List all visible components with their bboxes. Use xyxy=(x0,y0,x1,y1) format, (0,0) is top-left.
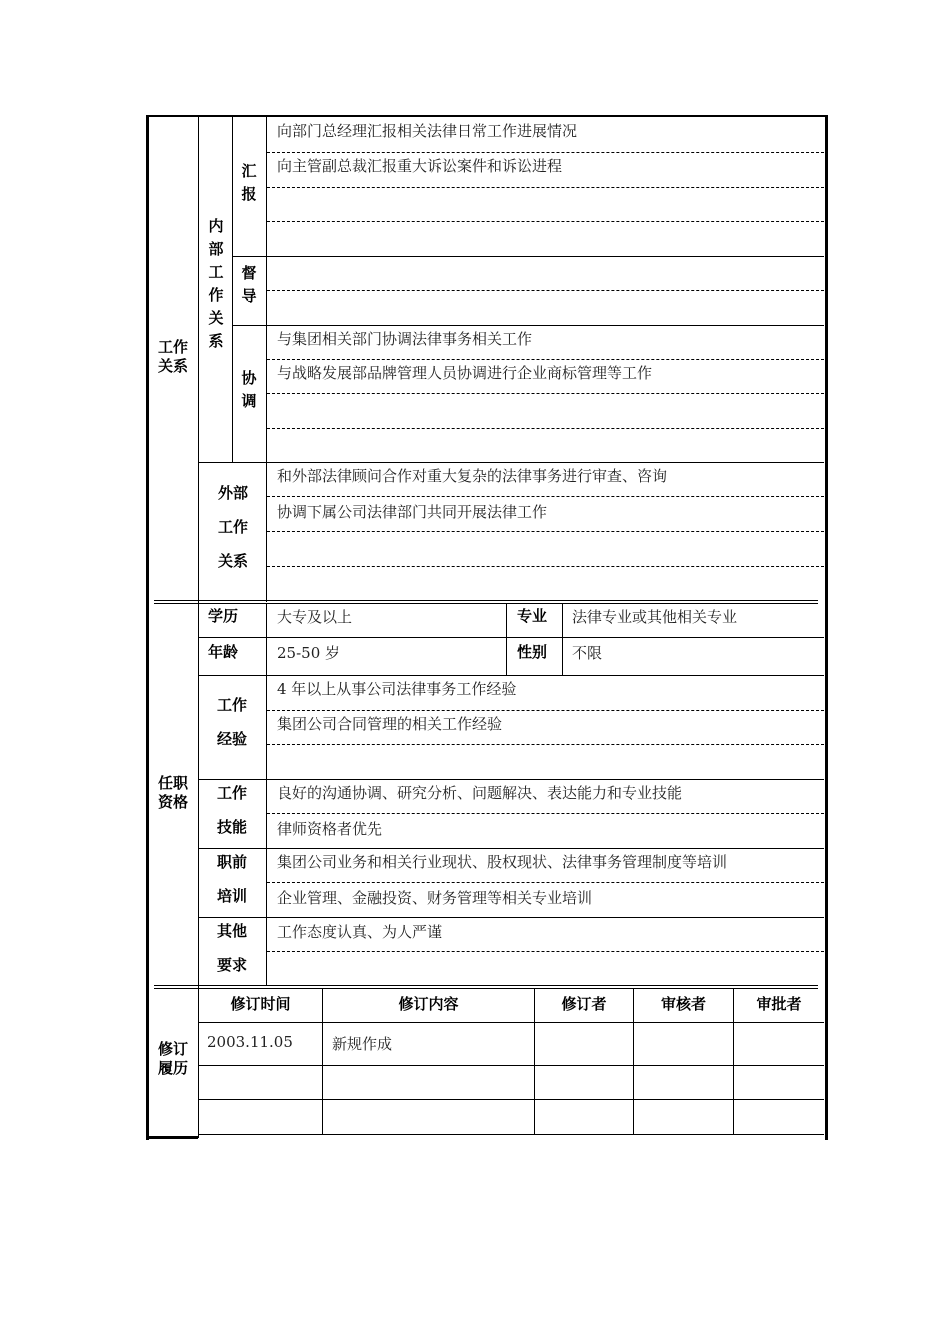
dashed-rule xyxy=(267,496,824,497)
frame-top-border xyxy=(146,115,828,117)
dashed-rule xyxy=(267,813,824,814)
dashed-rule xyxy=(267,566,824,567)
qual-row-line xyxy=(198,675,824,676)
revision-history-label: 修订履历 xyxy=(157,1040,188,1077)
experience-line-1: 4 年以上从事公司法律事务工作经验 xyxy=(277,680,517,698)
rev-row-1-time: 2003.11.05 xyxy=(207,1033,293,1051)
rev-row-1-content: 新规作成 xyxy=(332,1035,393,1053)
skills-line-2: 律师资格者优先 xyxy=(277,820,383,838)
skills-line-1: 良好的沟通协调、研究分析、问题解决、表达能力和专业技能 xyxy=(277,784,683,802)
skills-label-2: 技能 xyxy=(216,818,247,836)
internal-relations-label: 内部工作关系 xyxy=(208,217,224,350)
section-separator-2a xyxy=(154,985,818,986)
dashed-rule xyxy=(267,744,824,745)
dashed-rule xyxy=(267,710,824,711)
education-value: 大专及以上 xyxy=(277,608,353,626)
coordinate-line-1: 与集团相关部门协调法律事务相关工作 xyxy=(277,330,533,348)
education-label: 学历 xyxy=(207,607,238,625)
other-label-2: 要求 xyxy=(216,956,247,974)
rev-row-line xyxy=(198,1065,824,1066)
work-relations-label: 工作关系 xyxy=(157,338,188,375)
qual-row-line xyxy=(198,637,824,638)
age-value: 25-50 岁 xyxy=(277,644,341,662)
section-separator-1b xyxy=(154,603,818,604)
qual-mid-divider-a xyxy=(506,603,507,675)
dashed-rule xyxy=(267,951,824,952)
rev-row-line xyxy=(198,1099,824,1100)
frame-left-border xyxy=(146,115,149,1140)
qualifications-label: 任职资格 xyxy=(157,774,188,811)
external-relations-label-1: 外部 xyxy=(217,484,248,502)
skills-label-1: 工作 xyxy=(216,784,247,802)
rev-row-line xyxy=(198,1022,824,1023)
rev-header-approver: 审批者 xyxy=(756,995,802,1013)
dashed-rule xyxy=(267,221,824,222)
training-label-2: 培训 xyxy=(216,887,247,905)
external-relations-label-2: 工作 xyxy=(217,518,248,536)
major-label: 专业 xyxy=(516,607,547,625)
dashed-rule xyxy=(267,393,824,394)
section-separator-2b xyxy=(154,988,818,989)
experience-line-2: 集团公司合同管理的相关工作经验 xyxy=(277,715,503,733)
report-line-1: 向部门总经理汇报相关法律日常工作进展情况 xyxy=(277,122,578,140)
dashed-rule xyxy=(267,359,824,360)
qual-row-line xyxy=(198,917,824,918)
rev-row-line xyxy=(198,1134,824,1135)
frame-bottom-border xyxy=(146,1136,198,1139)
rev-header-reviewer: 审核者 xyxy=(660,995,706,1013)
dashed-rule xyxy=(267,531,824,532)
rev-header-content: 修订内容 xyxy=(398,995,459,1013)
dashed-rule xyxy=(267,882,824,883)
supervise-label: 督导 xyxy=(241,264,257,305)
other-label-1: 其他 xyxy=(216,922,247,940)
experience-label-1: 工作 xyxy=(216,696,247,714)
supervise-block-bottom xyxy=(232,325,824,326)
report-label: 汇报 xyxy=(241,162,257,203)
other-line-1: 工作态度认真、为人严谨 xyxy=(277,923,443,941)
report-block-bottom xyxy=(232,256,824,257)
external-line-1: 和外部法律顾问合作对重大复杂的法律事务进行审查、咨询 xyxy=(277,467,668,485)
section-separator-1a xyxy=(154,600,818,601)
training-label-1: 职前 xyxy=(216,853,247,871)
dashed-rule xyxy=(267,428,824,429)
external-line-2: 协调下属公司法律部门共同开展法律工作 xyxy=(277,503,548,521)
rev-header-reviser: 修订者 xyxy=(561,995,607,1013)
dashed-rule xyxy=(267,290,824,291)
training-line-1: 集团公司业务和相关行业现状、股权现状、法律事务管理制度等培训 xyxy=(277,853,728,871)
qual-mid-divider-b xyxy=(562,603,563,675)
age-label: 年龄 xyxy=(207,643,238,661)
major-value: 法律专业或其他相关专业 xyxy=(572,608,738,626)
dashed-rule xyxy=(267,152,824,153)
gender-value: 不限 xyxy=(572,644,603,662)
external-relations-label-3: 关系 xyxy=(217,552,248,570)
internal-block-bottom xyxy=(198,462,824,463)
internal-col-divider xyxy=(232,115,233,462)
qual-text-col-divider xyxy=(266,603,267,985)
report-line-2: 向主管副总裁汇报重大诉讼案件和诉讼进程 xyxy=(277,157,563,175)
coordinate-label: 协调 xyxy=(241,369,257,410)
rev-header-time: 修订时间 xyxy=(230,995,291,1013)
experience-label-2: 经验 xyxy=(216,730,247,748)
qual-row-line xyxy=(198,779,824,780)
training-line-2: 企业管理、金融投资、财务管理等相关专业培训 xyxy=(277,889,593,907)
frame-right-border xyxy=(825,115,828,1140)
qual-row-line xyxy=(198,848,824,849)
gender-label: 性别 xyxy=(516,643,547,661)
dashed-rule xyxy=(267,187,824,188)
coordinate-line-2: 与战略发展部品牌管理人员协调进行企业商标管理等工作 xyxy=(277,364,653,382)
